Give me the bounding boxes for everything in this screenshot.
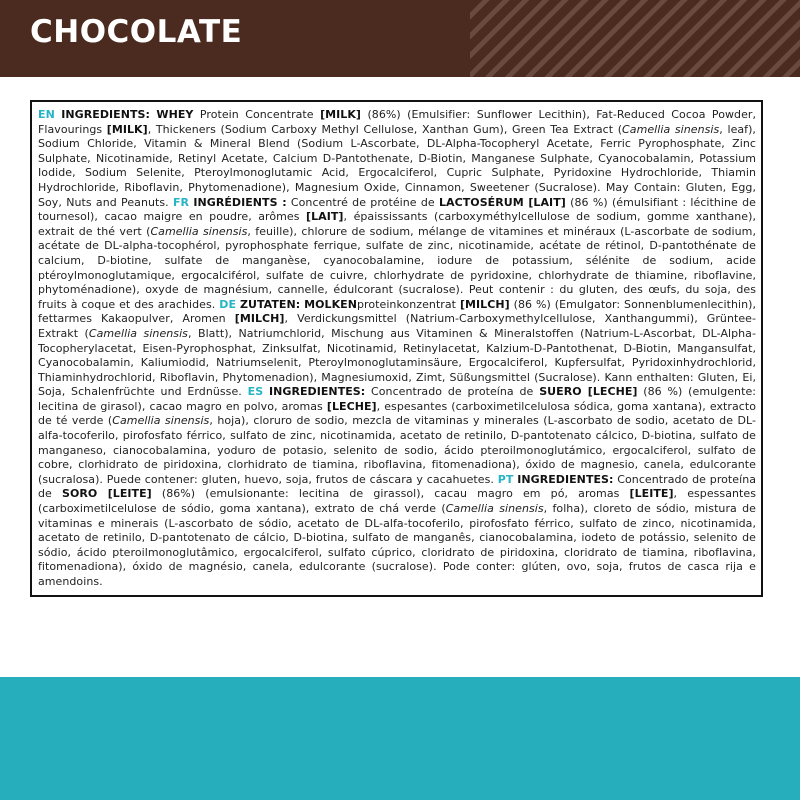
diagonal-stripes-decoration — [470, 0, 800, 77]
ingredients-text — [38, 108, 756, 590]
lang-code-en: EN — [38, 108, 55, 121]
ingredients-es-part1: Concentrado de proteína de — [365, 385, 540, 399]
allergen-leche: [LECHE] — [326, 399, 377, 413]
ingredients-en-part3: , Thickeners (Sodium Carboxy Methyl Cellulose, Xanthan Gum), Green Tea Extract ( — [147, 122, 623, 136]
ingredients-en-part1: Protein Concentrate — [193, 108, 321, 121]
allergen-lactoserum: LACTOSÉRUM [LAIT] — [439, 195, 566, 209]
ingredients-en-part2: (86%) (Emulsifier: Sunflower Lecithin), Fat-Reduced Cocoa Powder, Flavourings — [38, 108, 757, 136]
allergen-milch: [MILCH] — [459, 297, 510, 311]
allergen-leite: [LEITE] — [629, 487, 674, 501]
ingredients-heading-en: INGREDIENTS: — [61, 108, 150, 121]
latin-name: Camellia sinensis — [150, 224, 248, 238]
latin-name: Camellia sinensis — [622, 122, 720, 136]
ingredients-es-part4: , hoja), cloruro de sodio, mezcla de vitaminas y minerales (L-ascorbato de sodio, acetato de DL-alfa-tocoferilo, pirofosfato férrico, sulfato de zinc, nicotinamida, acetato de retinilo, D-pantotenato cálcico, D-biotina, sulfato de manganeso, cianocobalamina, yoduro de potasio, selenito de sodio, ácido pteroilmonoglutámico, ergocalciferol, sulfato de cobre, clorhidrato de piridoxina, clorhidrato de tiamina, riboflavina, fitomenadiona), óxido de magnesio, canela, edulcorante (sucralosa). Puede contener: gluten, huevo, soja, frutos de cáscara y cacahuetes. — [38, 414, 756, 486]
allergen-suero-leche: SUERO [LECHE] — [539, 385, 638, 399]
allergen-milk: [MILK] — [320, 108, 361, 121]
latin-name: Camellia sinensis — [112, 414, 210, 428]
allergen-milch: [MILCH] — [234, 312, 285, 326]
ingredients-panel — [30, 100, 763, 597]
flavour-banner — [0, 0, 800, 77]
allergen-milk: [MILK] — [106, 122, 148, 136]
lang-code-de: DE — [219, 297, 237, 311]
allergen-soro-leite: SORO [LEITE] — [61, 487, 152, 501]
ingredients-pt-part1: Concentrado de proteína de — [38, 472, 757, 501]
ingredients-es-part3: , espesantes (carboximetilcelulosa sódica, goma xantana), extracto de té verde ( — [38, 399, 757, 428]
latin-name: Camellia sinensis — [88, 326, 188, 340]
ingredients-de-part1: proteinkonzentrat — [357, 297, 460, 311]
allergen-whey: WHEY — [156, 108, 194, 121]
ingredients-fr-part2: (86 %) (émulsifiant : lécithine de tournesol), cacao maigre en poudre, arômes — [38, 195, 756, 224]
ingredients-heading-es: INGREDIENTES: — [268, 385, 366, 399]
ingredients-heading-fr: INGRÉDIENTS : — [193, 195, 287, 209]
ingredients-de-part3: , Verdickungsmittel (Natrium-Carboxymethylcellulose, Xanthangummi), Grüntee-Extrakt ( — [38, 312, 756, 340]
ingredients-es-part2: (86 %) (emulgente: lecitina de girasol), cacao magro en polvo, aromas — [38, 385, 757, 413]
allergen-molken: MOLKEN — [304, 297, 357, 311]
ingredients-heading-pt: INGREDIENTES: — [517, 472, 614, 486]
ingredients-en-part4: , leaf), Sodium Chloride, Vitamin & Mineral Blend (Sodium L-Ascorbate, DL-Alpha-Tocopheryl Acetate, Ferric Pyrophosphate, Zinc Sulphate, Nicotinamide, Retinyl Acetate, Calcium D-Pantothenate, D-Biotin, Manganese Sulphate, Cyanocobalamin, Potassium Iodide, Sodium Selenite, Pteroylmonoglutamic Acid, Ergocalciferol, Cupric Sulphate, Pyridoxine Hydrochloride, Thiamin Hydrochloride, Riboflavin, Phytomenadione), Magnesium Oxide, Cinnamon, Sweetener (Sucralose). May Contain: Gluten, Egg, Soy, Nuts and Peanuts. — [38, 122, 756, 209]
lang-code-es: ES — [247, 385, 264, 399]
lang-code-pt: PT — [497, 472, 514, 486]
allergen-lait: [LAIT] — [306, 210, 344, 224]
latin-name: Camellia sinensis — [445, 502, 544, 516]
ingredients-fr-part3: , épaississants (carboxyméthylcellulose de sodium, gomme xanthane), extrait de thé vert ( — [38, 210, 756, 238]
flavour-title: CHOCOLATE — [30, 14, 243, 50]
ingredients-heading-de: ZUTATEN: — [239, 297, 301, 311]
lang-code-fr: FR — [172, 195, 190, 209]
ingredients-de-part4: , Blatt), Natriumchlorid, Mischung aus Vitaminen & Mineralstoffen (Natrium-L-Ascorbat, DL-Alpha-Tocopherylacetat, Eisen-Pyrophosphat, Zinksulfat, Nicotinamid, Retinylacetat, Kalzium-D-Pantothenat, D-Biotin, Mangansulfat, Cyanocobalamin, Kaliumiodid, Natriumselenit, Pteroylmonoglutaminsäure, Ergocalciferol, Kupfersulfat, Pyridoxinhydrochlorid, Thiaminhydrochlorid, Riboflavin, Phytomenadion), Magnesiumoxid, Zimt, Süßungsmittel (Sucralose). Kann enthalten: Gluten, Ei, Soja, Schalenfrüchte und Erdnüsse. — [38, 326, 756, 399]
ingredients-pt-part3: , espessantes (carboximetilcelulose de sódio, goma xantana), extrato de chá verde ( — [38, 487, 756, 516]
ingredients-fr-part4: , feuille), chlorure de sodium, mélange de vitamines et minéraux (L-ascorbate de sodium, acétate de DL-alpha-tocophérol, pyrophosphate ferrique, sulfate de zinc, nicotinamide, acétate de rétinol, D-pantothénate de calcium, D-biotine, sulfate de manganèse, cyanocobalamine, iodure de potassium, sélénite de sodium, acide ptéroylmonoglutamique, ergocalciférol, sulfate de cuivre, chlorhydrate de pyridoxine, chlorhydrate de thiamine, riboflavine, phytoménadione), oxyde de magnésium, cannelle, édulcorant (sucralose). Peut contenir : du gluten, des œufs, du soja, des fruits à coque et des arachides. — [38, 224, 756, 311]
ingredients-fr-part1: Concentré de protéine de — [286, 195, 439, 209]
ingredients-pt-part4: , folha), cloreto de sódio, mistura de vitaminas e minerais (L-ascorbato de sódio, acetato de DL-alfa-tocoferilo, pirofosfato férrico, sulfato de zinco, nicotinamida, acetato de retinilo, D-pantotenato de cálcio, D-biotina, sulfato de manganês, cianocobalamina, iodeto de potássio, selenito de sódio, ácido pteroilmonoglutâmico, ergocalciferol, sulfato cúprico, cloridrato de piridoxina, cloridrato de tiamina, riboflavina, fitomenadiona), óxido de magnésio, canela, edulcorante (sucralose). Pode conter: glúten, ovo, soja, frutos de casca rija e amendoins. — [38, 502, 756, 588]
ingredients-de-part2: (86 %) (Emulgator: Sonnenblumenlecithin), fettarmes Kakaopulver, Aromen — [38, 297, 757, 326]
ingredients-pt-part2: (86%) (emulsionante: lecitina de girassol), cacau magro em pó, aromas — [151, 487, 630, 501]
footer-band — [0, 677, 800, 800]
